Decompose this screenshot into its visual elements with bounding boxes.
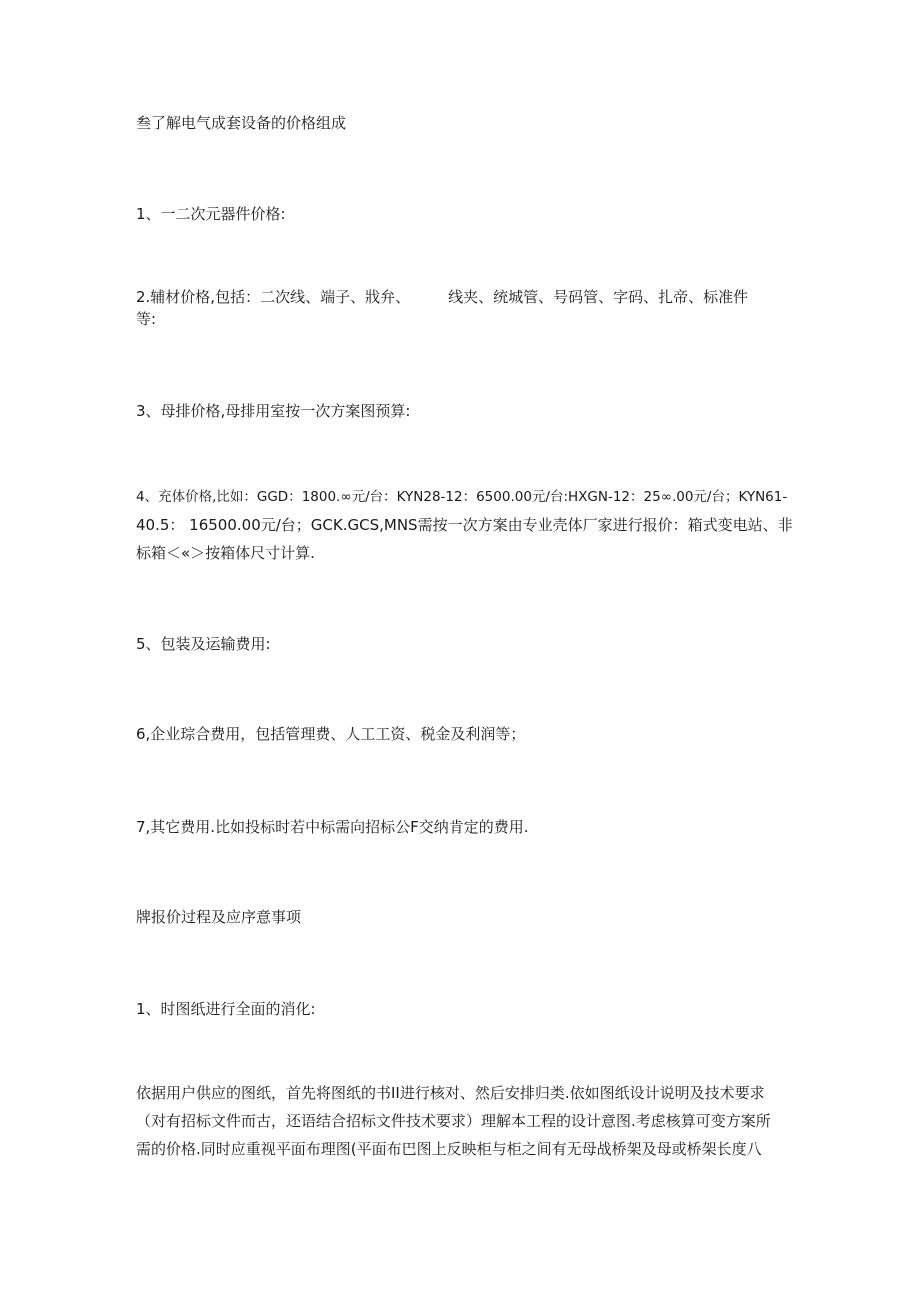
list-item-4-line-3: 标箱＜«＞按箱体尺寸计算. <box>136 544 315 562</box>
list-item-1: 1、一二次元器件价格: <box>136 205 286 223</box>
list-item-4-line-2: 40.5： 16500.00元/台；GCK.GCS,MNS需按一次方案由专业壳体厂家进行报价：箱式变电站、非 <box>136 516 793 534</box>
list-item-5: 5、包装及运输费用: <box>136 635 271 653</box>
list-item-2-part-2: 线夹、统城管、号码管、字码、扎帝、标准件 <box>448 288 749 306</box>
list-item-6: 6,企业琮合费用，包括管理费、人工工资、税金及利润等； <box>136 725 526 743</box>
list-item-7: 7,其它费用.比如投标时若中标需向招标公F交纳肯定的费用. <box>136 818 529 836</box>
section-heading-price-composition: 叁了解电气成套设备的价格组成 <box>136 114 347 132</box>
list-item-2-part-1: 2.辅材价格,包括：二次线、端子、戕弁、 <box>136 288 411 306</box>
section-heading-quotation-process: 牌报价过程及应序意事项 <box>136 908 302 926</box>
step-item-1: 1、时图纸进行全面的消化: <box>136 1000 316 1018</box>
paragraph-line-1: 依据用户供应的图纸，首先将图纸的书II进行核对、然后安排归类.依如图纸设计说明及技术要求 <box>136 1084 765 1102</box>
paragraph-line-2: （对有招标文件而古，还语结合招标文件技术要求）理解本工程的设计意图.考虑核算可变方案所 <box>136 1112 771 1130</box>
list-item-3: 3、母排价格,母排用室按一次方案图预算: <box>136 402 411 420</box>
list-item-4-line-1: 4、充体价格,比如：GGD：1800.∞元/台：KYN28-12：6500.00元/台:HXGN-12：25∞.00元/台；KYN61- <box>136 489 788 505</box>
list-item-2-line-2: 等: <box>136 310 157 328</box>
paragraph-line-3: 需的价格.同时应重视平面布理图(平面布巴图上反映柜与柜之间有无母战桥架及母或桥架长度八 <box>136 1140 762 1158</box>
